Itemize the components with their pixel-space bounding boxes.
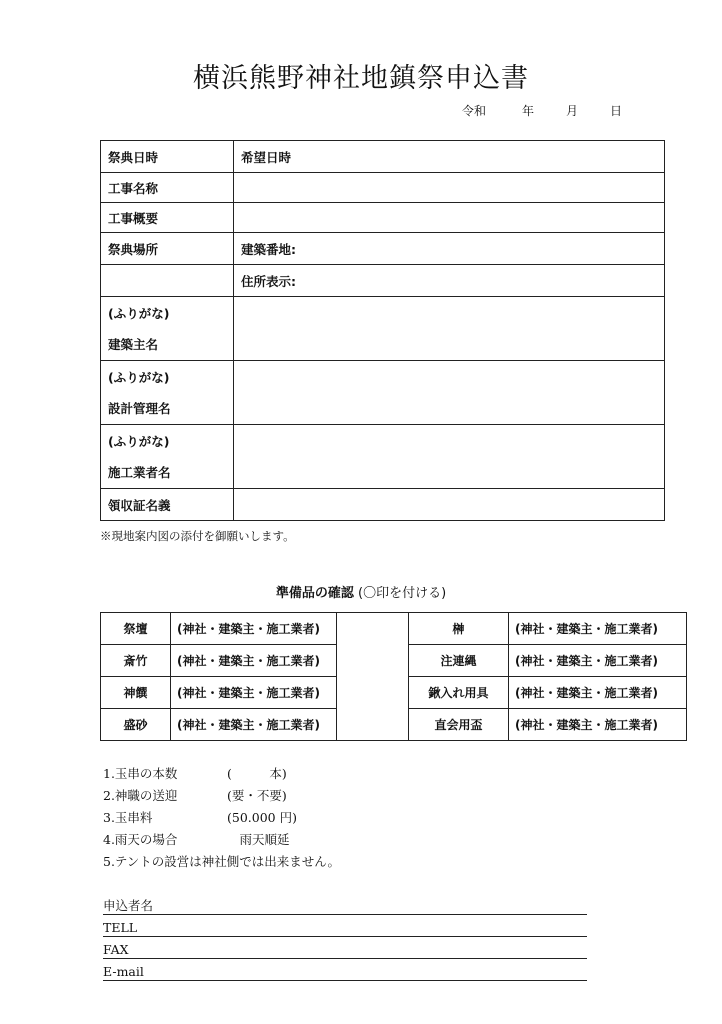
prep-option-shimenawa[interactable]: (神社・建築主・施工業者) (509, 645, 687, 677)
prep-item-kuwaire: 鍬入れ用具 (409, 677, 509, 709)
construction-name-label: 工事名称 (101, 173, 234, 203)
tel-label: TELL (103, 920, 138, 935)
prep-item-naorai: 直会用盃 (409, 709, 509, 741)
prep-option-kuwaire[interactable]: (神社・建築主・施工業者) (509, 677, 687, 709)
construction-overview-field[interactable] (234, 203, 665, 233)
desired-datetime-field[interactable] (234, 141, 665, 173)
prep-option-sakaki[interactable]: (神社・建築主・施工業者) (509, 613, 687, 645)
list-item (103, 808, 340, 830)
prep-heading-title: 準備品の確認 (275, 586, 354, 601)
email-field[interactable] (103, 964, 587, 981)
contractor-field[interactable] (234, 425, 665, 489)
prep-option-shinsen[interactable]: (神社・建築主・施工業者) (171, 677, 337, 709)
table-row (101, 645, 687, 677)
note-fee-value: (50.000 円) (227, 810, 297, 825)
table-row (101, 677, 687, 709)
contractor-label: 施工業者名 (108, 465, 171, 480)
designer-furigana-label: (ふりがな) (108, 370, 170, 385)
application-form-table (100, 140, 665, 521)
owner-label-cell (101, 297, 234, 361)
date-day[interactable]: 日 (610, 104, 623, 118)
prep-item-morizuna: 盛砂 (101, 709, 171, 741)
contractor-label-cell (101, 425, 234, 489)
notes-list (103, 764, 340, 874)
date-month[interactable]: 月 (566, 104, 579, 118)
designer-field[interactable] (234, 361, 665, 425)
prep-heading-sub: (〇印を付ける) (358, 586, 447, 601)
prep-option-naorai[interactable]: (神社・建築主・施工業者) (509, 709, 687, 741)
applicant-name-field[interactable] (103, 898, 587, 915)
note-rain-label: 4.雨天の場合 (103, 832, 178, 847)
note-fee-label: 3.玉串料 (103, 810, 153, 825)
date-year[interactable]: 年 (522, 104, 535, 118)
fax-field[interactable] (103, 942, 587, 959)
address-field[interactable] (234, 265, 665, 297)
prep-heading (0, 582, 722, 601)
tel-field[interactable] (103, 920, 587, 937)
prep-item-altar: 祭壇 (101, 613, 171, 645)
prep-option-morizuna[interactable]: (神社・建築主・施工業者) (171, 709, 337, 741)
prep-gap (337, 709, 409, 741)
list-item (103, 830, 340, 852)
construction-name-field[interactable] (234, 173, 665, 203)
note-priest-transport-label: 2.神職の送迎 (103, 788, 178, 803)
receipt-field[interactable] (234, 489, 665, 521)
list-item (103, 852, 340, 874)
note-tamagushi-count-label: 1.玉串の本数 (103, 766, 178, 781)
ceremony-datetime-label: 祭典日時 (101, 141, 234, 173)
list-item (103, 786, 340, 808)
fax-label: FAX (103, 942, 129, 957)
prep-table (100, 612, 687, 741)
list-item (103, 764, 340, 786)
designer-label: 設計管理名 (108, 401, 171, 416)
map-attachment-note: ※現地案内図の添付を御願いします。 (100, 529, 295, 543)
applicant-name-label: 申込者名 (103, 898, 154, 913)
email-label: E-mail (103, 964, 144, 979)
ceremony-place-blank (101, 265, 234, 297)
note-rain-value: 雨天順延 (227, 832, 290, 847)
owner-furigana-label: (ふりがな) (108, 306, 170, 321)
prep-option-altar[interactable]: (神社・建築主・施工業者) (171, 613, 337, 645)
prep-gap (337, 645, 409, 677)
owner-field[interactable] (234, 297, 665, 361)
date-era: 令和 (462, 104, 487, 118)
prep-item-imidake: 斎竹 (101, 645, 171, 677)
lot-number-label: 建築番地: (241, 241, 296, 257)
page-title: 横浜熊野神社地鎮祭申込書 (193, 63, 529, 94)
contractor-furigana-label: (ふりがな) (108, 434, 170, 449)
note-tent-label: 5.テントの設営は神社側では出来ません。 (103, 854, 341, 869)
prep-item-shinsen: 神饌 (101, 677, 171, 709)
prep-item-shimenawa: 注連縄 (409, 645, 509, 677)
address-label: 住所表示: (241, 273, 296, 289)
prep-item-sakaki: 榊 (409, 613, 509, 645)
desired-datetime-label: 希望日時 (241, 149, 292, 165)
table-row (101, 613, 687, 645)
prep-gap (337, 613, 409, 645)
owner-label: 建築主名 (108, 337, 159, 352)
construction-overview-label: 工事概要 (101, 203, 234, 233)
receipt-label: 領収証名義 (101, 489, 234, 521)
lot-number-field[interactable] (234, 233, 665, 265)
prep-option-imidake[interactable]: (神社・建築主・施工業者) (171, 645, 337, 677)
table-row (101, 709, 687, 741)
prep-gap (337, 677, 409, 709)
note-tamagushi-count-value[interactable]: ( 本) (227, 766, 287, 781)
designer-label-cell (101, 361, 234, 425)
note-priest-transport-value[interactable]: (要・不要) (227, 788, 287, 803)
ceremony-place-label: 祭典場所 (101, 233, 234, 265)
